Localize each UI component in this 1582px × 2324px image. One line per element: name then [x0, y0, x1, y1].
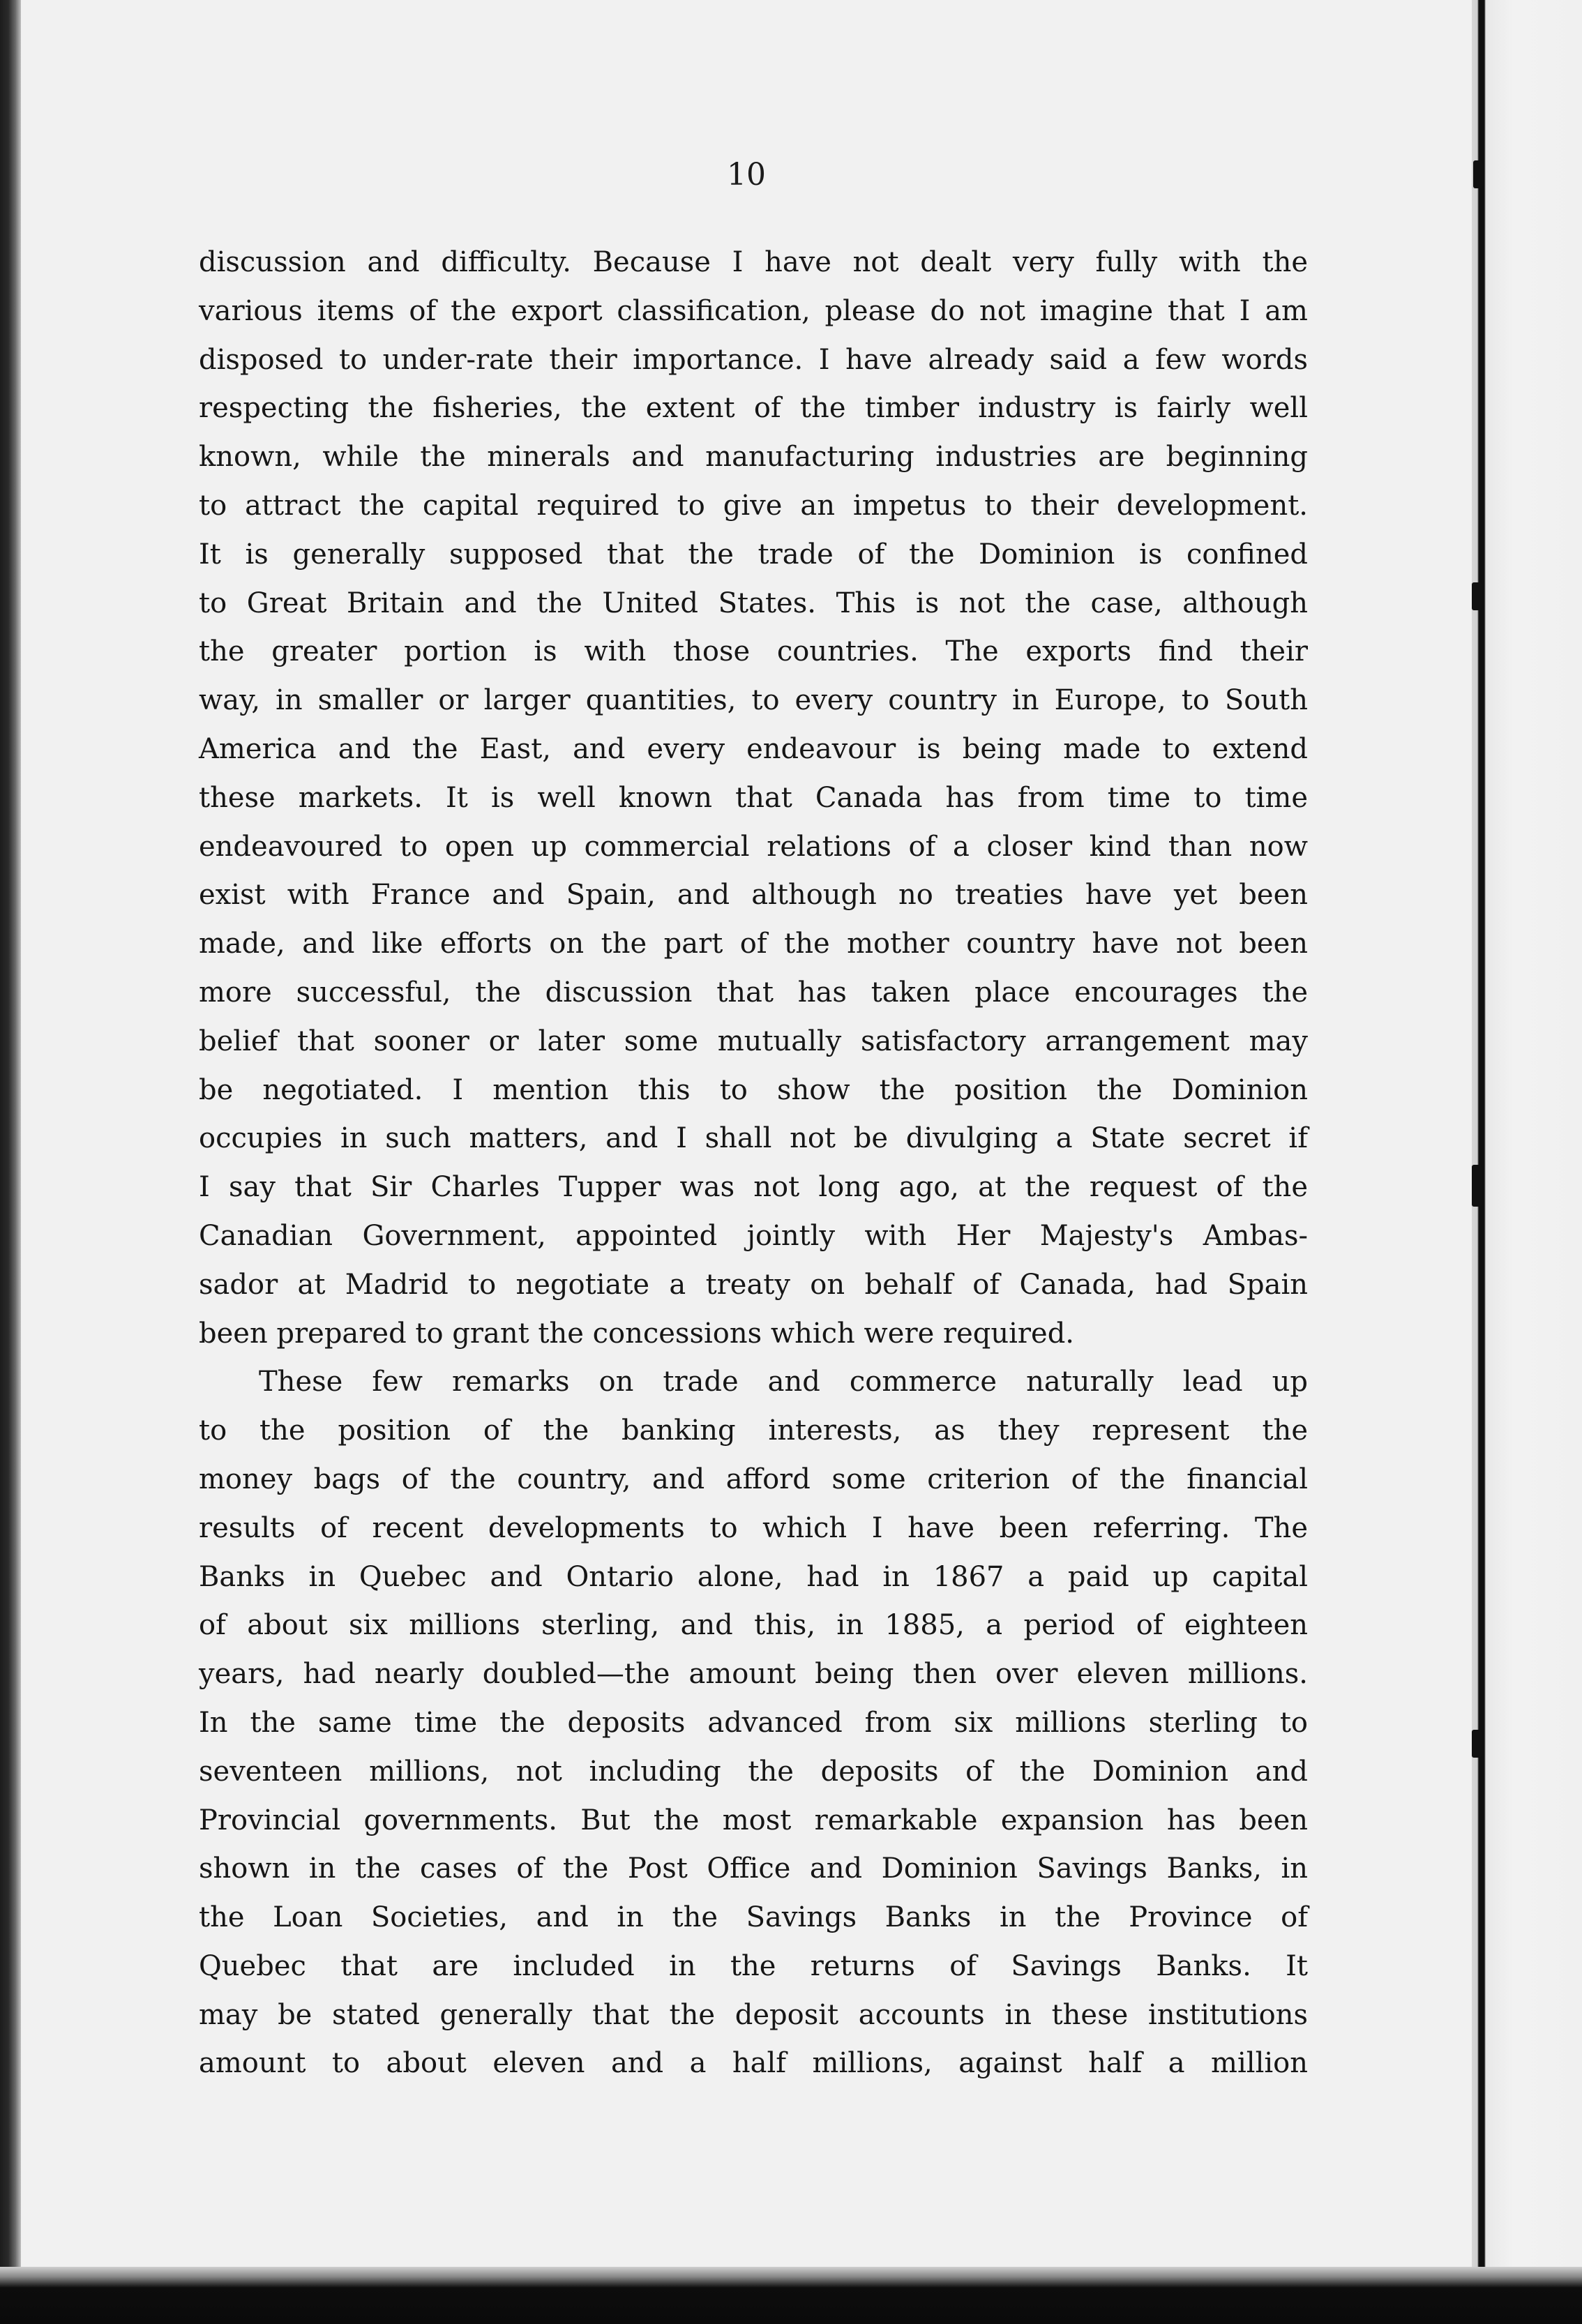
- text-line: more successful, the discussion that has taken place encourages the: [199, 976, 1308, 1009]
- text-line: results of recent developments to which I have been referring. The: [199, 1511, 1308, 1544]
- edge-mark: [1472, 582, 1482, 610]
- edge-mark: [1472, 1730, 1482, 1758]
- paragraph: [199, 1358, 1308, 2088]
- text-line: way, in smaller or larger quantities, to every country in Europe, to South: [199, 684, 1308, 717]
- text-line: shown in the cases of the Post Office and Dominion Savings Banks, in: [199, 1853, 1308, 1885]
- text-line: of about six millions sterling, and this, in 1885, a period of eighteen: [199, 1609, 1308, 1642]
- text-line: endeavoured to open up commercial relations of a closer kind than now: [199, 830, 1308, 863]
- text-line: discussion and difficulty. Because I have not dealt very fully with the: [199, 246, 1308, 278]
- edge-mark: [1472, 1165, 1482, 1207]
- text-line: I say that Sir Charles Tupper was not long ago, at the request of the: [199, 1171, 1308, 1204]
- text-line: It is generally supposed that the trade of the Dominion is confined: [199, 538, 1308, 571]
- text-line: respecting the fisheries, the extent of the timber industry is fairly well: [199, 392, 1308, 425]
- text-line: These few remarks on trade and commerce naturally lead up: [259, 1366, 1308, 1398]
- text-line: the greater portion is with those countries. The exports find their: [199, 635, 1308, 668]
- binding-edge: [0, 0, 21, 2324]
- text-line: seventeen millions, not including the deposits of the Dominion and: [199, 1755, 1308, 1788]
- text-line: belief that sooner or later some mutually satisfactory arrangement may: [199, 1025, 1308, 1057]
- text-line: Provincial governments. But the most remarkable expansion has been: [199, 1804, 1308, 1836]
- text-line: the Loan Societies, and in the Savings Banks in the Province of: [199, 1901, 1308, 1934]
- page-number: 10: [727, 157, 766, 193]
- text-line: known, while the minerals and manufacturing industries are beginning: [199, 441, 1308, 474]
- text-line: Banks in Quebec and Ontario alone, had in 1867 a paid up capital: [199, 1560, 1308, 1593]
- text-line: be negotiated. I mention this to show the position the Dominion: [199, 1073, 1308, 1106]
- text-line: money bags of the country, and afford some criterion of the financial: [199, 1463, 1308, 1495]
- text-line: years, had nearly doubled—the amount being then over eleven millions.: [199, 1658, 1308, 1691]
- text-line: these markets. It is well known that Canada has from time to time: [199, 781, 1308, 814]
- text-line: Quebec that are included in the returns of Savings Banks. It: [199, 1949, 1308, 1982]
- text-line: occupies in such matters, and I shall not be divulging a State secret if: [199, 1122, 1308, 1155]
- text-line: to the position of the banking interests, as they represent the: [199, 1414, 1308, 1447]
- right-margin-strip: [1472, 0, 1582, 2267]
- text-line: Canadian Government, appointed jointly with Her Majesty's Ambas-: [199, 1219, 1308, 1252]
- text-line: to Great Britain and the United States. This is not the case, although: [199, 587, 1308, 619]
- text-line: America and the East, and every endeavour is being made to extend: [199, 732, 1308, 765]
- text-line: may be stated generally that the deposit accounts in these institutions: [199, 1998, 1308, 2031]
- body-text: [199, 239, 1308, 2088]
- text-line: disposed to under-rate their importance. I have already said a few words: [199, 343, 1308, 376]
- text-line: various items of the export classification, please do not imagine that I am: [199, 294, 1308, 327]
- text-line: to attract the capital required to give an impetus to their development.: [199, 489, 1308, 522]
- scan-bottom-border: [0, 2267, 1582, 2324]
- text-line: sador at Madrid to negotiate a treaty on behalf of Canada, had Spain: [199, 1268, 1308, 1301]
- text-line: In the same time the deposits advanced from six millions sterling to: [199, 1706, 1308, 1739]
- text-line: made, and like efforts on the part of the mother country have not been: [199, 928, 1308, 960]
- text-line: amount to about eleven and a half millions, against half a million: [199, 2047, 1308, 2080]
- paragraph: [199, 239, 1308, 1358]
- text-line: exist with France and Spain, and although no treaties have yet been: [199, 879, 1308, 912]
- text-line: been prepared to grant the concessions which were required.: [199, 1317, 1075, 1350]
